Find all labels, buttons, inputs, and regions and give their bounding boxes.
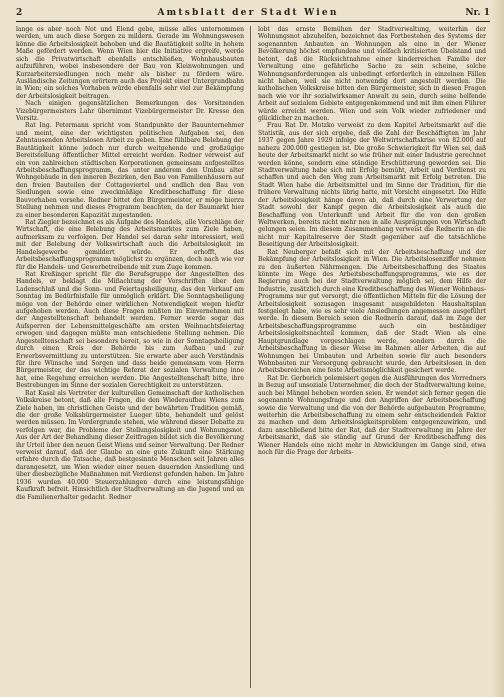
paragraph: Rat Kasal als Vertreter der kulturellen Gemeinschaft der katholischen Volkskreise betont, daß alle Fragen, die den Wiederaufbau Wiens zum Ziele haben, im christlichen Geiste und der bewährten Tradition gemäß, die der große Volksbürgermeister Lueger übte, behandelt und gelöst werden müssen. Im Vordergrunde stehen, wie während dieser Debatte zu verfolgen war, die Probleme der Stellungslosigkeit und Wohnungsnot. Aus der Art der Behandlung dieser Zeitfragen bildet sich die Bevölkerung ihr Urteil über den neuen Geist Wiens und seiner Verwaltung. Der Redner verweist darauf, daß der Glaube an eine gute Zukunft eine Stärkung erfahre durch die Tatsache, daß bestgesinnte Menschen seit Jahren alles darangesetzt, um Wien wieder einer neuen dauernden Ansiedlung und über diesbezügliche Maßnahmen mit Verdienst gefunden haben. Im Jahre 1936 wurden 40.000 Steuerzahlungen durch eine leistungsfähige Kaufkraft befreit. Hinsichtlich der Stadtverwaltung an die Jugend und an die Familienerhalter gedacht. Redner [16, 389, 244, 501]
paragraph: Rat Kreßinger spricht für die Berufsgruppe der Angestellten des Handels, er beklagt die Mißachtung der Vorschriften über den Ladenschluß und die Sonn- und Feiertagsheiligung, das den Verkauf am Sonntag im Bedürfnisfalle für unmöglich erklärt. Die Sonntagsheiligung möge von der Behörde einer wirklichen Notwendigkeit wegen hiefür aufgehoben werden. Auch diese Fragen müßten im Einvernehmen mit der Angestelltenschaft behandelt werden. Ferner werde sogar das Aufsperren der Lebensmittelgeschäfte am ersten Weihnachtsfeiertag erwogen und dagegen müßte man entschiedene Stellung nehmen. Die Angestelltenschaft sei besonders bereit, so wie in der Sonntagsheiligung durch einen Kreis der Behörde bis zum Aufbau und zur Erwerbsvermittlung zu unterstützen. Sie erwarte aber auch Verständnis für ihre Wünsche und Sorgen und dass beide gemeinsam vom Herrn Bürgermeister, der das wichtige Referat der sozialen Verwaltung inne hat, eine Regelung erreichen werden. Die Angestelltenschaft bitte, ihre Bestrebungen im Sinne der sozialen Gerechtigkeit zu unterstützen. [16, 270, 244, 390]
paragraph: Rat Ing. Petermann spricht vom Standpunkte der Bauunternehmer und meint, eine der wichtigsten politischen Aufgaben sei, den Zehntausenden Arbeitslosen Arbeit zu geben. Eine fühlbare Belebung der Bautätigkeit könne jedoch nur durch weitgehende und großzügige Bereitstellung öffentlicher Mittel erreicht werden. Redner verweist auf ein von zahlreichen städtischen Korporationen gemeinsam aufgestelltes Arbeitsbeschaffungsprogramm, das unter anderem den Umbau alter Wohngebäude in den inneren Bezirken, den Bau von Familienhäusern auf den freien Bauteilen der Cottageviertel und endlich den Bau von Siedlungen sowie eine zweckmäßige Kreditbeschaffung für diese Bauvorhaben vorsehe. Redner bittet den Bürgermeister, er möge hierzu Stellung nehmen und dieses Programm beachten, da der Baumarkt hier zu einer besonderen Kapazität zugestanden. [16, 122, 244, 219]
paragraph: Frau Rat Dr. Motzko verweist zu dem Kapitel Arbeitsmarkt auf die Statistik, aus der sich ergebe, daß die Zahl der Beschäftigten im Jahr 1937 gegen Jahre 1929 infolge der Weltwirtschaftskrise von 82.000 auf nahezu 200.000 gestiegen ist. Die große Schwierigkeit für Wien sei, daß heute der Arbeitsmarkt nicht so wie früher mit einer Industrie gerechnet werden könne, sondern eine ständige Erschütterung geworden sei. Die Stadtverwaltung habe sich mit Erfolg bemüht, Arbeit und Verdienst zu schaffen und auch den Weg zum Arbeitsmarkt mit Erfolg betreten. Die Stadt Wien habe die Arbeitsmittel und im Sinne der Tradition, für die frühere Verwaltung nichts übrig hatte, mit Vorsicht eingesetzt. Die Hilfe der Arbeitslosigkeit hänge davon ab, daß durch eine Verwertung der Stadt sowohl der Kampf gegen die Arbeitslosigkeit als auch die Beschaffung von Unterkunft und Arbeit für die von den großen Weltwerken, bereits nicht mehr neu in alle Ausprägungen von Wirtschaft gelungen seien. Im diesem Zusammenhang verweist die Rednerin an die nicht nur Kapitalreserve der Stadt gegenüber auf die tatsächliche Beseitigung der Arbeitslosigkeit. [258, 122, 486, 249]
header-rule [16, 21, 490, 22]
left-column [16, 26, 244, 690]
right-column [258, 26, 486, 690]
page-number: 2 [16, 8, 23, 18]
page-edge-shadow [492, 0, 504, 697]
publication-title: Amtsblatt der Stadt Wien [157, 8, 339, 18]
paragraph: Rat Neuberger befaßt sich mit der Arbeitsbeschaffung und der Bekämpfung der Arbeitslosigkeit in Wien. Die Arbeitslosenziffer nehmen zu den äußerten Nährmengen. Die Arbeitsbeschaffung des Staates könnte im Wege des Arbeitsbeschaffungsprogramms, wie es der Regierung auch bei der Stadtverwaltung möglich sei, dem Hilfe der Industrie, zusätzlich durch eine Kreditbeschaffung des Wiener Wohnbaus-Programms nur gut versorgt, die öffentlichen Mitteln für die Lösung der Arbeitslosigkeit sozusagen insgesamt ausgebildeten Haushaltsplan festgelegt habe, wie es sehr viele Ansiedlungen angemessen ausgeführt werde. In diesem Bereich seien die Rednerin darauf, daß im Zuge der Arbeitsbeschaffungsprogramme auch ein beständiger Arbeitslosigkeitsnachteil kommen, daß der Stadt Wien als eine Hauptgrundlage vorgeschlagen werde, sondern durch die Arbeitsbeschaffung in dieser Weise im Rahmen aller Arbeiten, die auf Wohnungen bei Umbauten und Arbeiten sowie für auch besonders Wohnbauten zur Versorgung gebraucht wurde, den Arbeitslosen in den Arbeitsbereichen eine feste Arbeitsmöglichkeit gesichert werde. [258, 248, 486, 375]
paragraph: Nach einigen gegensätzlichen Bemerkungen des Vorsitzenden Vizebürgermeisters Lahr übernimmt Vizebürgermeister Dr. Kresse den Vorsitz. [16, 100, 244, 123]
paragraph: Rat Ziegler bezeichnet es als Aufgabe des Handels, alle Vorschläge der Wirtschaft, die eine Belebung des Arbeitsmarktes zum Ziele haben, aufmerksam zu verfolgen. Der Handel sei daran sehr interessiert, weil mit der Belebung der Volkswirtschaft auch die Arbeitslosigkeit im Handelsgewerbe gemildert würde. Er erhofft, das Arbeitsbeschaffungsprogramm möglichst zu ergänzen, doch nach wie vor für die Handels- und Gewerbetreibende mit zum Zuge kommen. [16, 218, 244, 271]
paragraph: Rat Dr. Gerberich polemisiert gegen die Ausführungen des Vorredners in Bezug auf unsoziale Unternehmer, die doch der Stadtverwaltung keine, auch bei Mängel behoben worden seien. Er wendet sich ferner gegen die sogenannte Wohnungsfrage und den Angriffen der Arbeitsbeschaffung sowie die Verwaltung und die von der Behörde aufgebauten Programme, weiterhin die Arbeitsbeschaffung zu einem sehr entscheidenden Faktor zu machen und dem Arbeitslosigkeitsproblem entgegenzuwirken, und dazu anschließend bitte der Rat, daß der Stadtverwaltung im Jahre der Arbeitsmarkt, daß sie ständig auf Grund der Kreditbeschaffung des Wiener Handels eine nicht mehr in Abwicklungen im Gange sind, etwa noch für die Frage der Arbeits- [258, 374, 486, 457]
column-divider [250, 26, 251, 688]
paragraph: lobt das ernste Bemühen der Stadtverwaltung, weiterhin der Wohnungsnot abzuhelfen, bezeichnet das Fortbestehen des Systems der sogenannten Anbauten an Wohnungen als eine in der Wiener Bevölkerung höchst empfundene und vielfach kritisierten Übelstand und betont, daß die Rücksichtnahme einer kinderreichen Familie der Verwaltung eine gefährliche Sache zu sein scheine, solche Wohnungsanforderungen als unbedingt erforderlich in einzelnen Fällen nicht haben, weil sie nicht notwendig dort angestellt werden. Die katholischen Volkskreise bitten den Bürgermeister, sich in diesen Fragen nach wie vor ihr sozialwirksamer Anwalt zu sein, durch seine helfende Arbeit auf sozialem Gebiete entgegenkommend und mit ihm einen Führer würde erreicht werden. Wien und sein Volk wieder zufriedener und glücklicher zu machen. [258, 26, 486, 123]
paragraph: lange es aber noch Not und Elend gebe, müsse alles unternommen werden, um auch diese Sorgen zu mildern. Gerade im Wohnungswesen könne die Arbeitslosigkeit behoben und die Bautätigkeit sollte in hohem Maße gefördert werden. Wenn Wien hier die Initiative ergreife, werde sich die Privatwirtschaft ebenfalls entschließen, Wohnhausbauten aufzuführen, wobei insbesondere der Bau von Kleinwohnungen und Kurzarbeitersiedlungen noch mehr als bisher zu fördern wäre. Ausländische Zeitungen erörtern auch das Projekt einer Untergrundbahn in Wien; ein solches Vorhaben würde ebenfalls sehr viel zur Bekämpfung der Arbeitslosigkeit beitragen. [16, 26, 244, 100]
page-header [16, 6, 490, 20]
issue-number: Nr. 1 [465, 8, 490, 18]
